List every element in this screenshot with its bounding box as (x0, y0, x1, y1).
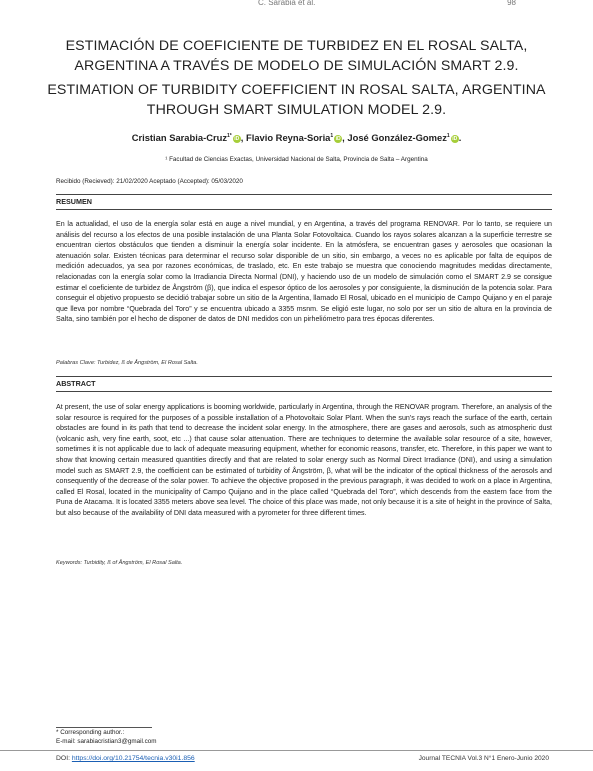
orcid-icon[interactable]: iD (452, 136, 458, 142)
orcid-icon[interactable]: iD (335, 136, 341, 142)
corresponding-author-note: * Corresponding author.: (56, 729, 125, 736)
resumen-keywords: Palabras Clave: Turbidez, ß de Ångström, El Rosal Salta. (56, 360, 198, 366)
journal-info: Journal TECNIA Vol.3 N°1 Enero-Junio 2020 (418, 755, 549, 762)
running-header (0, 0, 593, 10)
doi-label: DOI: (56, 755, 70, 762)
running-header-author: C. Sarabia et al. (258, 0, 316, 7)
footnote-divider (56, 727, 152, 728)
divider (56, 209, 552, 210)
resumen-heading: RESUMEN (56, 197, 92, 206)
author-name: Cristian Sarabia-Cruz (131, 132, 228, 143)
affiliation: ¹ Facultad de Ciencias Exactas, Universidad Nacional de Salta, Provincia de Salta – Argentina (165, 156, 428, 163)
resumen-text: En la actualidad, el uso de la energía solar está en auge a nivel mundial, y en Argentina, a través del programa RENOVAR. Por lo tanto, se requiere un análisis del recurso a los efectos de una posible instalación de una Planta Solar Fotovoltaica. Cuando los rayos solares alcanzan a la superficie terrestre se encuentran ciertos obstáculos que tienden a disminuir la energía solar incidente. En la atmósfera, se encuentran gases y aerosoles que ocasionan la atenuación solar. Existen técnicas para determinar el recurso solar disponible de un sitio, sin embargo, a veces no es aplicable por falta de equipos de medición adecuados, ya sea por razones económicas, de traslado, etc. En este trabajo se muestra que conociendo magnitudes medidas directamente, relacionadas con la energía solar como la Irradiancia Directa Normal (DNI), y haciendo uso de un modelo de simulación como el SMART 2.9 se consigue estimar el coeficiente de turbidez de Ångström (β), que indica el espesor óptico de los aerosoles y por consiguiente, la disminución de la potencia solar. Para conseguir el objetivo propuesto se decidió trabajar sobre un sitio de la Argentina, llamado El Rosal, ubicado en el municipio de Campo Quijano y en el paraje que lleva por nombre “Quebrada del Toro” y se encuentra ubicado a 3355 msnm. Se eligió este lugar, no solo por ser un sitio de altura en la provincia de Salta, sino también por el hecho de disponer de datos de DNI medidos con un pirheliómetro para tres épocas diferentes. (56, 220, 552, 324)
author-name: Flavio Reyna-Soria (245, 132, 331, 143)
author-affiliation-mark: 1* (227, 132, 232, 139)
title-spanish: ESTIMACIÓN DE COEFICIENTE DE TURBIDEZ EN EL ROSAL SALTA, ARGENTINA A TRAVÉS DE MODELO DE SIMULACIÓN SMART 2.9. (65, 38, 528, 74)
orcid-icon[interactable]: iD (234, 136, 240, 142)
abstract-heading: ABSTRACT (56, 379, 96, 388)
author-affiliation-mark: 1 (446, 132, 450, 139)
title-english: ESTIMATION OF TURBIDITY COEFFICIENT IN ROSAL SALTA, ARGENTINA THROUGH SMART SIMULATION MODEL 2.9. (47, 82, 546, 118)
divider (56, 391, 552, 392)
abstract-keywords: Keywords: Turbidity, ß of Ångström, El Rosal Salta. (56, 560, 183, 566)
doi-link[interactable]: https://doi.org/10.21754/tecnia.v30i1.856 (71, 755, 195, 762)
divider (56, 376, 552, 377)
corresponding-email: E-mail: sarabiacristian3@gmail.com (56, 738, 157, 745)
received-accepted-dates: Recibido (Recieved): 21/02/2020 Aceptado (Accepted): 05/03/2020 (56, 178, 243, 185)
divider (56, 194, 552, 195)
page-number: 98 (507, 0, 516, 7)
author-name: José González-Gomez (347, 132, 447, 143)
footer-divider (0, 750, 593, 751)
author-list: Cristian Sarabia-Cruz$^{1*}$iD , Flavio Reyna-Soria$^1$iD , José González-Gomez$^1$iD . (131, 132, 462, 143)
abstract-text: At present, the use of solar energy applications is booming worldwide, particularly in Argentina, through the RENOVAR program. Therefore, an analysis of the solar resource is required for the purposes of a possible installation of a Photovoltaic Solar Plant. When the sun's rays reach the surface of the earth, certain obstacles are found in its path that tend to decrease the incident solar energy. In the atmosphere, there are gases and aerosols, such as atmospheric dust (volcanic ash, very fine earth, soot, etc ...) that cause solar attenuation. There are techniques to determine the available solar resource of a site, however, sometimes it is not applicable due to lack of adequate measuring equipment, whether for economic reasons, transfer, etc. Therefore, in this paper we want to show that knowing certain measured quantities directly and that are related to solar energy such as Normal Direct Irradiance (DNI), and using a simulation model such as SMART 2.9, the coefficient can be estimated of turbidity of Ångström, β, what will be the indicator of the optical thickness of the aerosols and consequently of the decrease of the solar power. To achieve the objective proposed in the previous paragraph, it was decided to work on a place in Argentina, called El Rosal, located in the municipality of Campo Quijano and in the place called “Quebrada del Toro”, which descends from the eastern face from the Puna de Atacama. It is located 3355 meters above sea level. The choice of this place was made, not only because it is a site of height in the province of Salta, but also because of the availability of DNI data measured with a pyrometer for three different times. (56, 403, 552, 517)
doi-line (56, 755, 195, 762)
author-affiliation-mark: 1 (330, 132, 334, 139)
